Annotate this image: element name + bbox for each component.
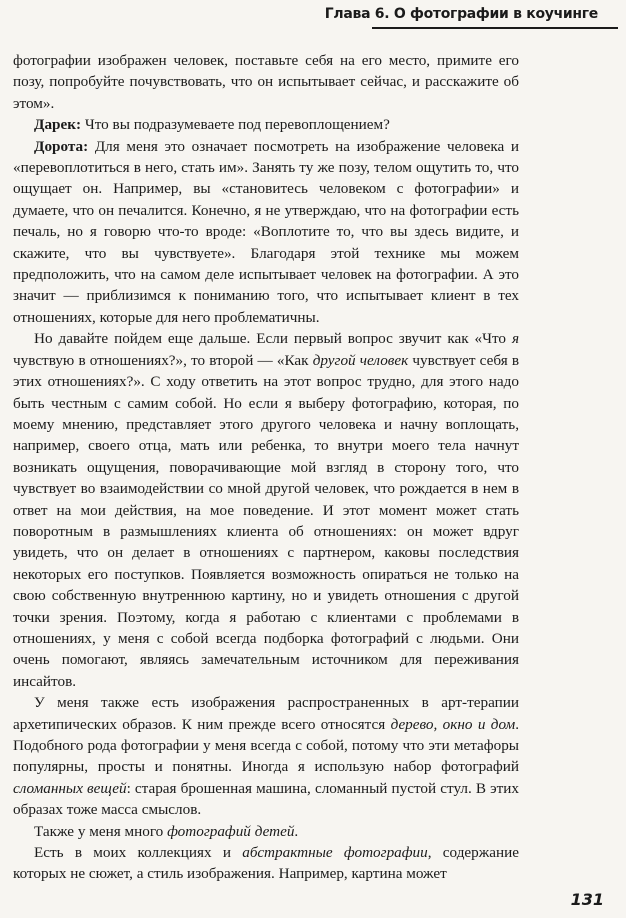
emphasis-text: абстрактные фотографии [242, 844, 428, 862]
paragraph [13, 50, 519, 114]
paragraph [13, 114, 519, 135]
text-run: , содержание которых не сюжет, а стиль изображения. Например, картина может [13, 844, 519, 883]
emphasis-text: сломанных вещей [13, 779, 127, 797]
text-run: У меня также есть изображения распространенных в арт-терапии архетипических образов. К ним прежде всего относятся [13, 694, 519, 733]
speaker-label: Дарек: [34, 116, 82, 134]
emphasis-text: другой человек [312, 351, 409, 369]
text-run: фотографии изображен человек, поставьте себя на его место, примите его позу, попробуйте почувствовать, что он испытывает сейчас, и расскажите об этом». [13, 52, 519, 112]
paragraph [13, 821, 519, 842]
text-run: Но давайте пойдем еще дальше. Если первый вопрос звучит как «Что [34, 330, 512, 348]
paragraph [13, 692, 519, 820]
text-run: . Подобного рода фотографии у меня всегда с собой, потому что эти метафоры популярны, просты и понятны. Иногда я использую набор фотографий [13, 715, 519, 776]
emphasis-text: дерево, окно и дом [390, 715, 516, 733]
header-rule [372, 27, 618, 29]
text-run: : старая брошенная машина, сломанный пустой стул. В этих образах тоже масса смыслов. [13, 779, 519, 819]
emphasis-text: я [511, 330, 519, 348]
paragraph [13, 328, 519, 692]
text-run: Также у меня много [34, 822, 168, 840]
text-run: Есть в моих коллекциях и [34, 844, 243, 862]
paragraph [13, 842, 519, 885]
page-number: 131 [570, 890, 604, 909]
speaker-label: Дорота: [34, 137, 89, 155]
text-run: чувствует себя в этих отношениях?». С ходу ответить на этот вопрос трудно, для этого надо быть честным с самим собой. Но если я выберу фотографию, которая, по моему мнению, представляет этого другого человека и начну воплощать, например, своего отца, мать или ребенка, то внутри моего тела начнут возникать ощущения, поворачивающие мой взгляд в сторону того, что чувствует во взаимодействии со мной другой человек, что рождается в нем в ответ на мои действия, на мое поведение. И этот момент может стать поворотным в размышлениях клиента об отношениях: он может вдруг увидеть, что он делает в отношениях с партнером, каковы последствия некоторых его поступков. Появляется возможность опираться не только на свою собственную внутреннюю картину, но и увидеть отношения с другой точки зрения. Поэтому, когда я работаю с клиентами с проблемами в отношениях, у меня с собой всегда подборка фотографий с людьми. Они очень помогают, являясь замечательным источником для переживания инсайтов. [13, 351, 520, 690]
emphasis-text: фотографий детей [167, 822, 295, 840]
chapter-title: Глава 6. О фотографии в коучинге [324, 6, 598, 22]
text-run: Что вы подразумеваете под перевоплощением? [81, 116, 390, 134]
text-run: . [294, 822, 299, 840]
running-header [0, 0, 626, 30]
text-run: Для меня это означает посмотреть на изображение человека и «перевоплотиться в него, стать им». Занять ту же позу, телом ощутить то, что ощущает он. Например, вы «становитесь человеком с фотографии» и думаете, что он печалится. Конечно, я не утверждаю, что на фотографии есть печаль, но я говорю что-то вроде: «Воплотите то, что вы здесь видите, и скажите, что вы чувствуете». Благодаря этой технике мы можем предположить, что на самом деле испытывает человек на фотографии. А это значит — приблизимся к пониманию того, что испытывает клиент в тех отношениях, которые для него проблематичны. [13, 137, 519, 326]
paragraph [13, 136, 519, 329]
body-text [13, 50, 519, 885]
text-run: чувствую в отношениях?», то второй — «Как [13, 351, 313, 369]
